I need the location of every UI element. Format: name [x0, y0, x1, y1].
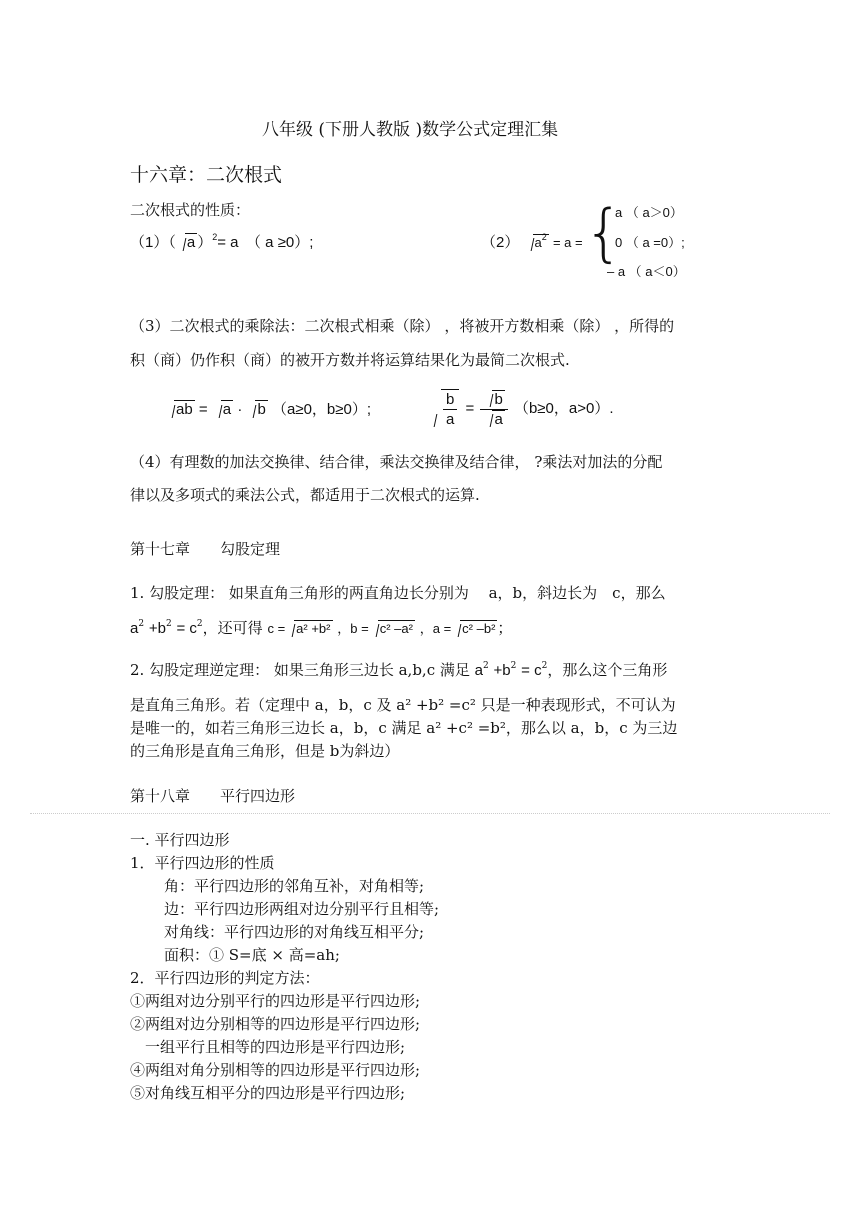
section-parallelogram: 一. 平行四边形: [130, 831, 230, 849]
semicolon: ；: [497, 619, 513, 637]
property-4-line-1: （4）有理数的加法交换律、结合律，乘法交换律及结合律， ?乘法对加法的分配: [130, 453, 663, 471]
radicand: a: [186, 234, 196, 251]
sqrt-symbol: [369, 619, 415, 639]
chapter-17-heading: 第十七章 勾股定理: [130, 540, 281, 558]
property-4-line-2: 律以及多项式的乘法公式，都适用于二次根式的运算.: [130, 486, 480, 504]
also-get: ，还可得: [202, 619, 263, 637]
sqrt-symbol: [451, 619, 497, 639]
criterion-5: ⑤对角线互相平分的四边形是平行四边形;: [130, 1084, 406, 1102]
formula-1-result: = a: [217, 234, 239, 251]
a-equals: ，a =: [419, 621, 452, 636]
page-title: 八年级 (下册人教版 )数学公式定理汇集: [262, 120, 559, 140]
sqrt-symbol: [427, 389, 461, 429]
left-brace-icon: {: [584, 196, 624, 269]
theorem-2-line-1: 2. 勾股定理逆定理： 如果三角形三边长 a,b,c 满足 $a^2 +b^2 = c^2$，那么这个三角形: [130, 661, 668, 679]
equals-sign: =: [198, 401, 208, 418]
c-equals: c =: [267, 621, 286, 636]
formula-2: [481, 233, 583, 253]
property-angle: 角：平行四边形的邻角互补，对角相等;: [164, 877, 425, 895]
sqrt-symbol: [483, 390, 504, 409]
formula-2-prefix: （2）: [481, 234, 520, 251]
formula-1: [130, 233, 313, 253]
radicand: a: [494, 410, 503, 428]
radicand: b: [494, 390, 503, 408]
formula-2-equals: = a =: [552, 235, 583, 250]
criterion-1: ①两组对边分别平行的四边形是平行四边形;: [130, 992, 421, 1010]
property-3-line-2: 积（商）仍作积（商）的被开方数并将运算结果化为最简二次根式.: [130, 351, 570, 369]
formula-1-prefix: （1）（: [130, 234, 176, 251]
sqrt-symbol: [524, 233, 549, 253]
criterion-4: ④两组对角分别相等的四边形是平行四边形;: [130, 1061, 421, 1079]
equals-sign: =: [465, 399, 475, 417]
sqrt-symbol: [176, 233, 197, 253]
b-equals: ，b =: [337, 621, 369, 636]
division-condition: （b≥0，a>0）.: [513, 399, 614, 417]
criteria-heading: 2．平行四边形的判定方法：: [130, 969, 320, 987]
radicand: c² –b²: [462, 621, 496, 636]
property-diagonal: 对角线：平行四边形的对角线互相平分;: [164, 923, 425, 941]
theorem-2-line-2: 是直角三角形。若（定理中 a，b，c 及 a² +b² =c² 只是一种表现形式，不可认为: [130, 696, 676, 714]
times-dot: ·: [237, 401, 243, 418]
var-a: a: [474, 662, 483, 679]
section-divider: [30, 813, 830, 814]
fraction: [441, 389, 459, 429]
theorem-1-line-2: $a^2 +b^2 = c^2$，还可得 c = a² +b² ，b = c² –a² ，a = c² –b² ；: [130, 619, 513, 637]
formula-1-close: ）: [197, 234, 213, 251]
case-zero: 0 （ a =0）;: [615, 235, 685, 250]
plus-b: +b: [493, 662, 511, 679]
formula-1-condition: （ a ≥0）;: [253, 234, 314, 251]
theorem-2-line-3: 是唯一的，如若三角形三边长 a，b，c 满足 a² +c² =b²，那么以 a，b，c 为三边: [130, 719, 678, 737]
radicand: [533, 234, 549, 250]
case-negative: – a （ a＜0）: [607, 264, 686, 279]
equals-c: = c: [521, 662, 542, 679]
sqrt-symbol: [212, 400, 233, 420]
chapter-16-heading: 十六章：二次根式: [130, 164, 283, 186]
criterion-3: 一组平行且相等的四边形是平行四边形;: [145, 1038, 406, 1056]
radicand: a² +b²: [296, 621, 331, 636]
property-3-line-1: （3）二次根式的乘除法：二次根式相乘（除） ，将被开方数相乘（除） ，所得的: [130, 317, 675, 335]
division-rule: [427, 389, 614, 429]
chapter-18-heading: 第十八章 平行四边形: [130, 787, 296, 805]
sqrt-symbol: [246, 400, 267, 420]
theorem-2-line-4: 的三角形是直角三角形，但是 b为斜边）: [130, 742, 400, 760]
multiplication-condition: （a≥0，b≥0）;: [272, 401, 372, 418]
radicand: ab: [176, 401, 193, 418]
criterion-2: ②两组对边分别相等的四边形是平行四边形;: [130, 1015, 421, 1033]
var-a: a: [130, 620, 139, 637]
theorem-2-conclusion: ，那么这个三角形: [547, 661, 668, 679]
radicand-base: a: [534, 235, 542, 250]
plus-b: +b: [148, 620, 166, 637]
sqrt-symbol: [285, 619, 332, 639]
fraction: [480, 390, 507, 429]
radicand: b: [257, 401, 266, 418]
multiplication-rule: [165, 400, 371, 420]
property-side: 边：平行四边形两组对边分别平行且相等;: [164, 900, 440, 918]
exponent: 2: [212, 232, 218, 242]
exponent: 2: [541, 232, 547, 242]
case-positive: a （ a＞0）: [615, 205, 683, 220]
properties-heading: 1．平行四边形的性质: [130, 854, 275, 872]
denominator: a: [446, 411, 455, 428]
property-area: 面积：① S=底 × 高=ah;: [164, 946, 340, 964]
equals-c: = c: [176, 620, 197, 637]
sqrt-symbol: [165, 400, 195, 420]
radicand: a: [222, 401, 232, 418]
numerator: b: [443, 390, 457, 410]
radicand: c² –a²: [379, 621, 413, 636]
sqrt-symbol: [483, 410, 504, 429]
theorem-1-line-1: 1. 勾股定理： 如果直角三角形的两直角边长分别为 a，b，斜边长为 c，那么: [130, 584, 666, 602]
theorem-2-intro: 2. 勾股定理逆定理： 如果三角形三边长 a,b,c 满足: [130, 661, 470, 679]
properties-label: 二次根式的性质：: [130, 201, 251, 219]
